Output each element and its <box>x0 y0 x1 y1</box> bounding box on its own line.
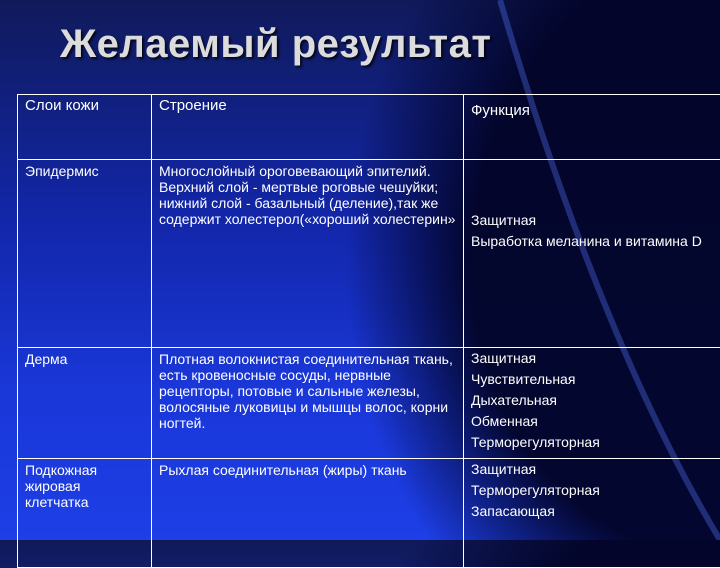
layer-name: Подкожная жировая клетчатка <box>18 459 152 568</box>
header-layers: Слои кожи <box>18 95 152 160</box>
function-item: Терморегуляторная <box>471 480 720 501</box>
layer-structure: Рыхлая соединительная (жиры) ткань <box>152 459 464 568</box>
function-item: Дыхательная <box>471 390 720 411</box>
slide-title: Желаемый результат <box>60 22 491 67</box>
header-function <box>464 95 720 160</box>
layer-functions <box>464 459 720 568</box>
layer-name: Эпидермис <box>18 160 152 348</box>
header-structure: Строение <box>152 95 464 160</box>
function-item: Терморегуляторная <box>471 432 720 453</box>
table-header-row <box>18 95 720 160</box>
table-row <box>18 348 720 459</box>
layer-structure: Плотная волокнистая соединительная ткань, есть кровеносные сосуды, нервные рецепторы, потовые и сальные железы, волосяные луковицы и мышцы волос, корни ногтей. <box>152 348 464 459</box>
layer-functions <box>464 160 720 348</box>
layer-structure: Многослойный ороговевающий эпителий. Верхний слой - мертвые роговые чешуйки; нижний слой - базальный (деление),так же содержит холестерол(«хороший холестерин» <box>152 160 464 348</box>
function-item: Защитная <box>471 459 720 480</box>
function-item: Выработка меланина и витамина D <box>471 231 720 252</box>
function-item: Запасающая <box>471 501 720 522</box>
table-row <box>18 459 720 568</box>
function-item: Чувствительная <box>471 369 720 390</box>
layer-functions <box>464 348 720 459</box>
table-row <box>18 160 720 348</box>
function-item: Защитная <box>471 348 720 369</box>
skin-layers-table <box>17 94 720 568</box>
header-function-label: Функция <box>471 98 720 119</box>
layer-name: Дерма <box>18 348 152 459</box>
function-item: Защитная <box>471 210 720 231</box>
function-item: Обменная <box>471 411 720 432</box>
